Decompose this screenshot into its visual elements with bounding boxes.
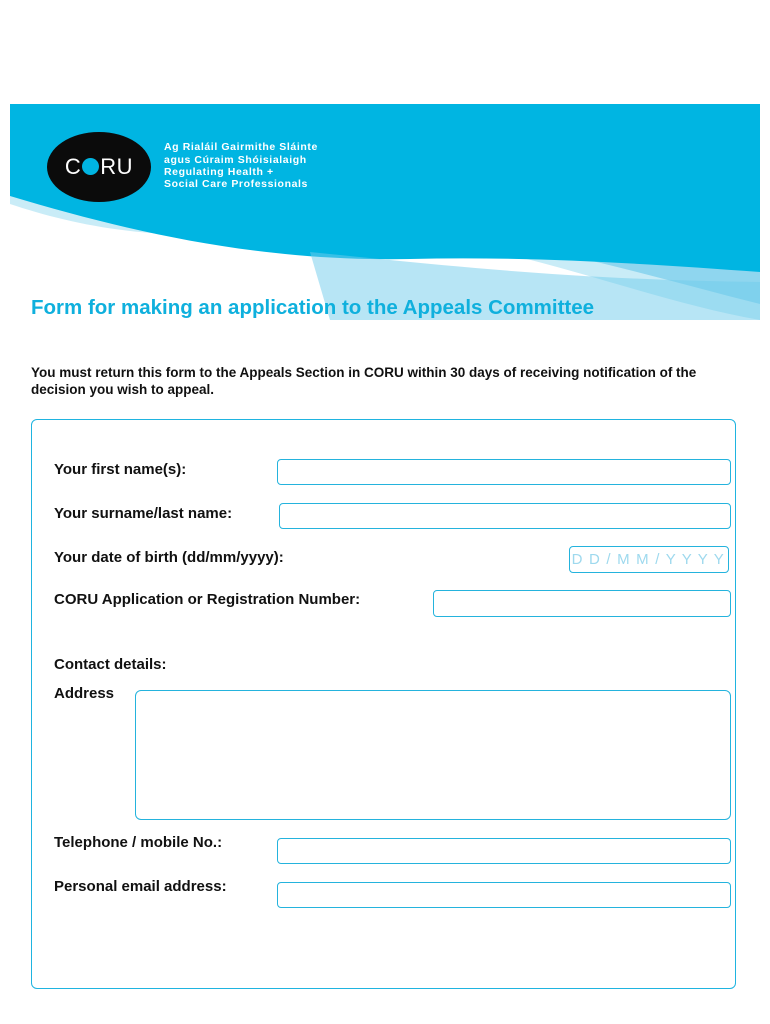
contact-details-heading: Contact details: [54, 656, 167, 673]
intro-text: You must return this form to the Appeals Section in CORU within 30 days of receiving notification of the decision you wish to appeal. [31, 365, 697, 397]
tagline-irish-1: Ag Rialáil Gairmithe Sláinte [164, 141, 318, 153]
telephone-field[interactable] [277, 838, 731, 864]
registration-number-label: CORU Application or Registration Number: [54, 591, 361, 608]
telephone-label: Telephone / mobile No.: [54, 834, 223, 851]
tagline-english-2: Social Care Professionals [164, 178, 308, 190]
first-name-field[interactable] [277, 459, 731, 485]
logo-dot-icon [82, 158, 99, 175]
dob-field[interactable]: D D / M M / Y Y Y Y [569, 546, 729, 573]
email-label: Personal email address: [54, 878, 227, 895]
tagline-irish-2: agus Cúraim Shóisialaigh [164, 154, 307, 166]
address-label: Address [54, 685, 115, 702]
header-banner [10, 104, 760, 320]
page-title: Form for making an application to the Appeals Committee [31, 296, 595, 319]
surname-field[interactable] [279, 503, 731, 529]
address-field[interactable] [135, 690, 731, 820]
registration-number-field[interactable] [433, 590, 731, 617]
first-name-label: Your first name(s): [54, 461, 187, 478]
surname-label: Your surname/last name: [54, 505, 233, 522]
email-field[interactable] [277, 882, 731, 908]
tagline-english-1: Regulating Health + [164, 166, 274, 178]
dob-label: Your date of birth (dd/mm/yyyy): [54, 549, 284, 566]
coru-logo: C RU [47, 132, 151, 202]
